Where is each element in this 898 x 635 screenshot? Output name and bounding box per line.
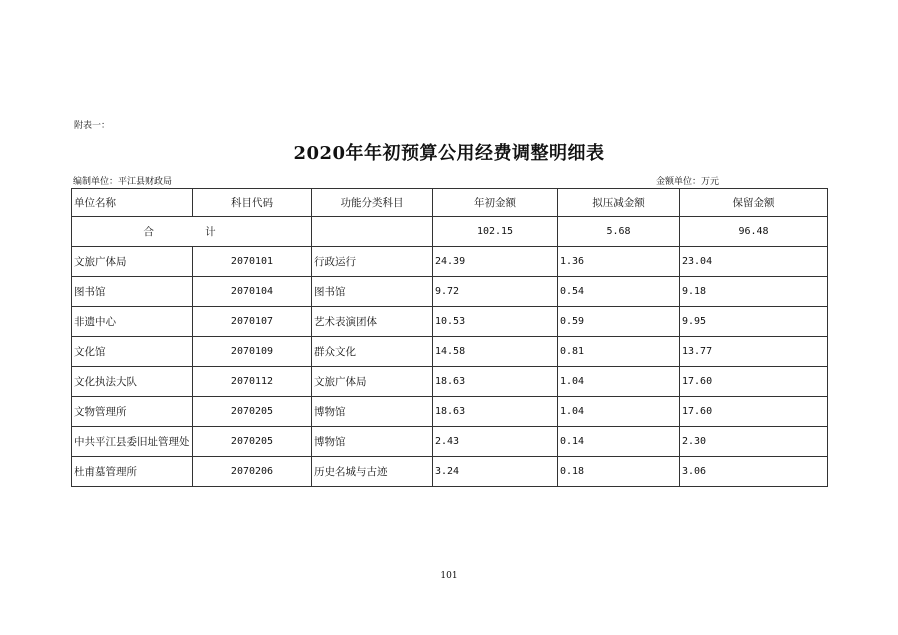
cell-code: 2070107 [193, 307, 312, 337]
adjustment-table [71, 188, 828, 487]
total-reduce: 5.68 [558, 217, 680, 247]
cell-initial: 10.53 [433, 307, 558, 337]
cell-initial: 9.72 [433, 277, 558, 307]
cell-code: 2070101 [193, 247, 312, 277]
cell-code: 2070206 [193, 457, 312, 487]
cell-category: 博物馆 [312, 427, 433, 457]
table-row [72, 337, 828, 367]
cell-category: 图书馆 [312, 277, 433, 307]
header-code: 科目代码 [193, 189, 312, 217]
cell-category: 历史名城与古迹 [312, 457, 433, 487]
cell-initial: 18.63 [433, 397, 558, 427]
total-empty-cell [312, 217, 433, 247]
cell-code: 2070112 [193, 367, 312, 397]
cell-initial: 18.63 [433, 367, 558, 397]
cell-unit: 非遗中心 [72, 307, 193, 337]
table-row [72, 427, 828, 457]
cell-unit: 文旅广体局 [72, 247, 193, 277]
table-row [72, 367, 828, 397]
page-title: 2020年年初预算公用经费调整明细表 [293, 143, 605, 164]
cell-unit: 中共平江县委旧址管理处 [72, 427, 193, 457]
cell-unit: 文物管理所 [72, 397, 193, 427]
cell-code: 2070205 [193, 427, 312, 457]
table-row [72, 397, 828, 427]
cell-retain: 17.60 [680, 367, 828, 397]
cell-reduce: 0.14 [558, 427, 680, 457]
header-retain: 保留金额 [680, 189, 828, 217]
page-number: 101 [440, 571, 458, 581]
cell-code: 2070109 [193, 337, 312, 367]
table-header-row [72, 189, 828, 217]
cell-category: 艺术表演团体 [312, 307, 433, 337]
cell-unit: 图书馆 [72, 277, 193, 307]
cell-retain: 3.06 [680, 457, 828, 487]
cell-retain: 17.60 [680, 397, 828, 427]
header-category: 功能分类科目 [312, 189, 433, 217]
cell-code: 2070205 [193, 397, 312, 427]
cell-category: 行政运行 [312, 247, 433, 277]
cell-category: 文旅广体局 [312, 367, 433, 397]
total-initial: 102.15 [433, 217, 558, 247]
cell-unit: 杜甫墓管理所 [72, 457, 193, 487]
header-initial: 年初金额 [433, 189, 558, 217]
cell-reduce: 0.59 [558, 307, 680, 337]
cell-unit: 文化馆 [72, 337, 193, 367]
cell-initial: 24.39 [433, 247, 558, 277]
table-row [72, 457, 828, 487]
cell-reduce: 0.18 [558, 457, 680, 487]
cell-reduce: 1.04 [558, 397, 680, 427]
amount-unit: 金额单位：万元 [656, 177, 720, 187]
cell-initial: 2.43 [433, 427, 558, 457]
table-row [72, 307, 828, 337]
cell-retain: 2.30 [680, 427, 828, 457]
compiler-unit: 编制单位：平江县财政局 [73, 177, 173, 187]
cell-retain: 23.04 [680, 247, 828, 277]
total-retain: 96.48 [680, 217, 828, 247]
cell-reduce: 0.54 [558, 277, 680, 307]
cell-category: 群众文化 [312, 337, 433, 367]
cell-initial: 14.58 [433, 337, 558, 367]
cell-reduce: 0.81 [558, 337, 680, 367]
attachment-label: 附表一： [74, 121, 111, 131]
table-row [72, 247, 828, 277]
cell-retain: 9.18 [680, 277, 828, 307]
cell-reduce: 1.36 [558, 247, 680, 277]
table-row [72, 277, 828, 307]
total-label: 合 计 [72, 217, 312, 247]
cell-retain: 9.95 [680, 307, 828, 337]
cell-retain: 13.77 [680, 337, 828, 367]
cell-initial: 3.24 [433, 457, 558, 487]
cell-reduce: 1.04 [558, 367, 680, 397]
header-reduce: 拟压减金额 [558, 189, 680, 217]
header-unit: 单位名称 [72, 189, 193, 217]
cell-unit: 文化执法大队 [72, 367, 193, 397]
cell-code: 2070104 [193, 277, 312, 307]
cell-category: 博物馆 [312, 397, 433, 427]
total-row [72, 217, 828, 247]
